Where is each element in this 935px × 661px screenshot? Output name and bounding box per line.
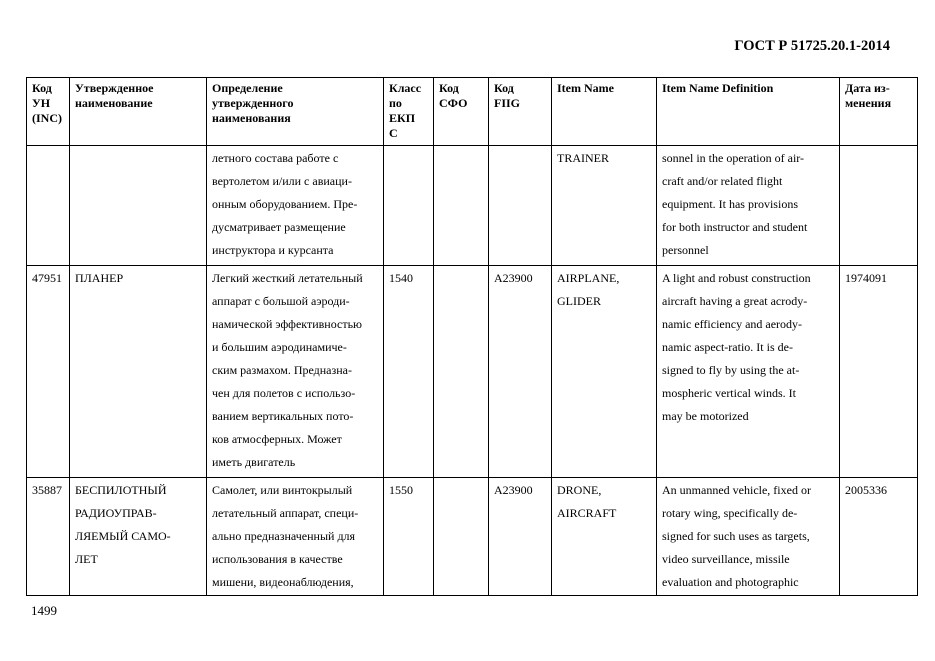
cell-line: использования в качестве [212, 552, 343, 566]
cell-line: 1550 [389, 483, 413, 497]
cell-fiig [489, 266, 552, 478]
cell-name-definition [207, 266, 384, 478]
cell-line: Код [494, 81, 514, 95]
cell-line: AIRCRAFT [557, 506, 617, 520]
cell-line: signed to fly by using the at- [662, 363, 800, 377]
header-cell-class [384, 78, 434, 146]
cell-line: Класс [389, 81, 422, 95]
cell-line: FIIG [494, 96, 521, 110]
cell-line: TRAINER [557, 151, 609, 165]
cell-line: летного состава работе с [212, 151, 339, 165]
cell-line: aircraft having a great acrody- [662, 294, 808, 308]
cell-line: иметь двигатель [212, 455, 296, 469]
cell-line: Утвержденное [75, 81, 154, 95]
table-row [27, 478, 918, 596]
cell-line: personnel [662, 243, 709, 257]
cell-line: Дата из- [845, 81, 890, 95]
cell-line: GLIDER [557, 294, 601, 308]
cell-class [384, 146, 434, 266]
cell-line: Item Name [557, 81, 614, 95]
cell-class [384, 478, 434, 596]
cell-line: ЕКП [389, 111, 416, 125]
cell-change-date [840, 478, 918, 596]
cell-line: ков атмосферных. Может [212, 432, 342, 446]
cell-line: An unmanned vehicle, fixed or [662, 483, 811, 497]
cell-line: по [389, 96, 402, 110]
cell-line: may be motorized [662, 409, 749, 423]
cell-line: намической эффективностью [212, 317, 363, 331]
cell-change-date [840, 266, 918, 478]
cell-sfo [434, 146, 489, 266]
cell-line: evaluation and photographic [662, 575, 799, 589]
cell-name-definition [207, 478, 384, 596]
cell-fiig [489, 146, 552, 266]
cell-line: Самолет, или винтокрылый [212, 483, 353, 497]
cell-line: A light and robust construction [662, 271, 811, 285]
data-table [26, 77, 918, 596]
cell-approved-name [70, 478, 207, 596]
cell-sfo [434, 478, 489, 596]
cell-line: mospheric vertical winds. It [662, 386, 796, 400]
cell-line: наименование [75, 96, 153, 110]
cell-line: Легкий жесткий летательный [212, 271, 363, 285]
cell-line: чен для полетов с использо- [212, 386, 356, 400]
cell-line: дусматривает размещение [212, 220, 346, 234]
cell-item-name [552, 266, 657, 478]
page-number: 1499 [31, 603, 57, 618]
cell-approved-name [70, 146, 207, 266]
cell-line: РАДИОУПРАВ- [75, 506, 157, 520]
cell-line: БЕСПИЛОТНЫЙ [75, 483, 167, 497]
cell-line: летательный аппарат, специ- [212, 506, 359, 520]
cell-line: 1974091 [845, 271, 887, 285]
cell-line: ЛЕТ [75, 552, 98, 566]
cell-line: ванием вертикальных пото- [212, 409, 354, 423]
cell-line: СФО [439, 96, 468, 110]
cell-change-date [840, 146, 918, 266]
cell-line: AIRPLANE, [557, 271, 620, 285]
cell-line: 2005336 [845, 483, 887, 497]
header-cell-change-date [840, 78, 918, 146]
header-cell-item-name [552, 78, 657, 146]
cell-line: 1540 [389, 271, 413, 285]
cell-inc [27, 266, 70, 478]
cell-class [384, 266, 434, 478]
cell-line: менения [845, 96, 892, 110]
header-cell-fiig [489, 78, 552, 146]
cell-inc [27, 478, 70, 596]
cell-line: Код [32, 81, 52, 95]
table-row [27, 146, 918, 266]
cell-line: утвержденного [212, 96, 294, 110]
cell-line: онным оборудованием. Пре- [212, 197, 358, 211]
cell-item-name-definition [657, 478, 840, 596]
cell-line: аппарат с большой аэроди- [212, 294, 350, 308]
cell-inc [27, 146, 70, 266]
cell-item-name-definition [657, 266, 840, 478]
document-code: ГОСТ Р 51725.20.1-2014 [734, 38, 890, 54]
cell-line: A23900 [494, 483, 533, 497]
cell-line: video surveillance, missile [662, 552, 790, 566]
cell-line: инструктора и курсанта [212, 243, 334, 257]
cell-line: sonnel in the operation of air- [662, 151, 805, 165]
cell-line: ально предназначенный для [212, 529, 356, 543]
cell-line: вертолетом и/или с авиаци- [212, 174, 352, 188]
cell-line: Item Name Definition [662, 81, 774, 95]
cell-line: и большим аэродинамиче- [212, 340, 347, 354]
table-row [27, 266, 918, 478]
cell-line: УН [32, 96, 51, 110]
cell-line: наименования [212, 111, 291, 125]
cell-item-name [552, 478, 657, 596]
cell-line: signed for such uses as targets, [662, 529, 810, 543]
cell-item-name-definition [657, 146, 840, 266]
cell-line: 35887 [32, 483, 62, 497]
cell-name-definition [207, 146, 384, 266]
cell-line: 47951 [32, 271, 62, 285]
header-row [27, 78, 918, 146]
cell-line: equipment. It has provisions [662, 197, 798, 211]
cell-item-name [552, 146, 657, 266]
cell-line: A23900 [494, 271, 533, 285]
cell-line: Определение [212, 81, 283, 95]
cell-line: ским размахом. Предназна- [212, 363, 352, 377]
header-cell-sfo [434, 78, 489, 146]
header-cell-inc [27, 78, 70, 146]
cell-line: С [389, 126, 398, 140]
header-cell-item-name-definition [657, 78, 840, 146]
cell-line: ПЛАНЕР [75, 271, 124, 285]
cell-line: мишени, видеонаблюдения, [212, 575, 354, 589]
cell-line: ЛЯЕМЫЙ САМО- [75, 529, 171, 543]
cell-line: namic aspect-ratio. It is de- [662, 340, 793, 354]
cell-line: rotary wing, specifically de- [662, 506, 798, 520]
cell-line: Код [439, 81, 459, 95]
cell-line: namic efficiency and aerody- [662, 317, 803, 331]
cell-approved-name [70, 266, 207, 478]
header-cell-name-definition [207, 78, 384, 146]
cell-line: DRONE, [557, 483, 602, 497]
header-cell-approved-name [70, 78, 207, 146]
cell-line: for both instructor and student [662, 220, 808, 234]
cell-sfo [434, 266, 489, 478]
cell-fiig [489, 478, 552, 596]
cell-line: (INC) [32, 111, 62, 125]
cell-line: craft and/or related flight [662, 174, 783, 188]
